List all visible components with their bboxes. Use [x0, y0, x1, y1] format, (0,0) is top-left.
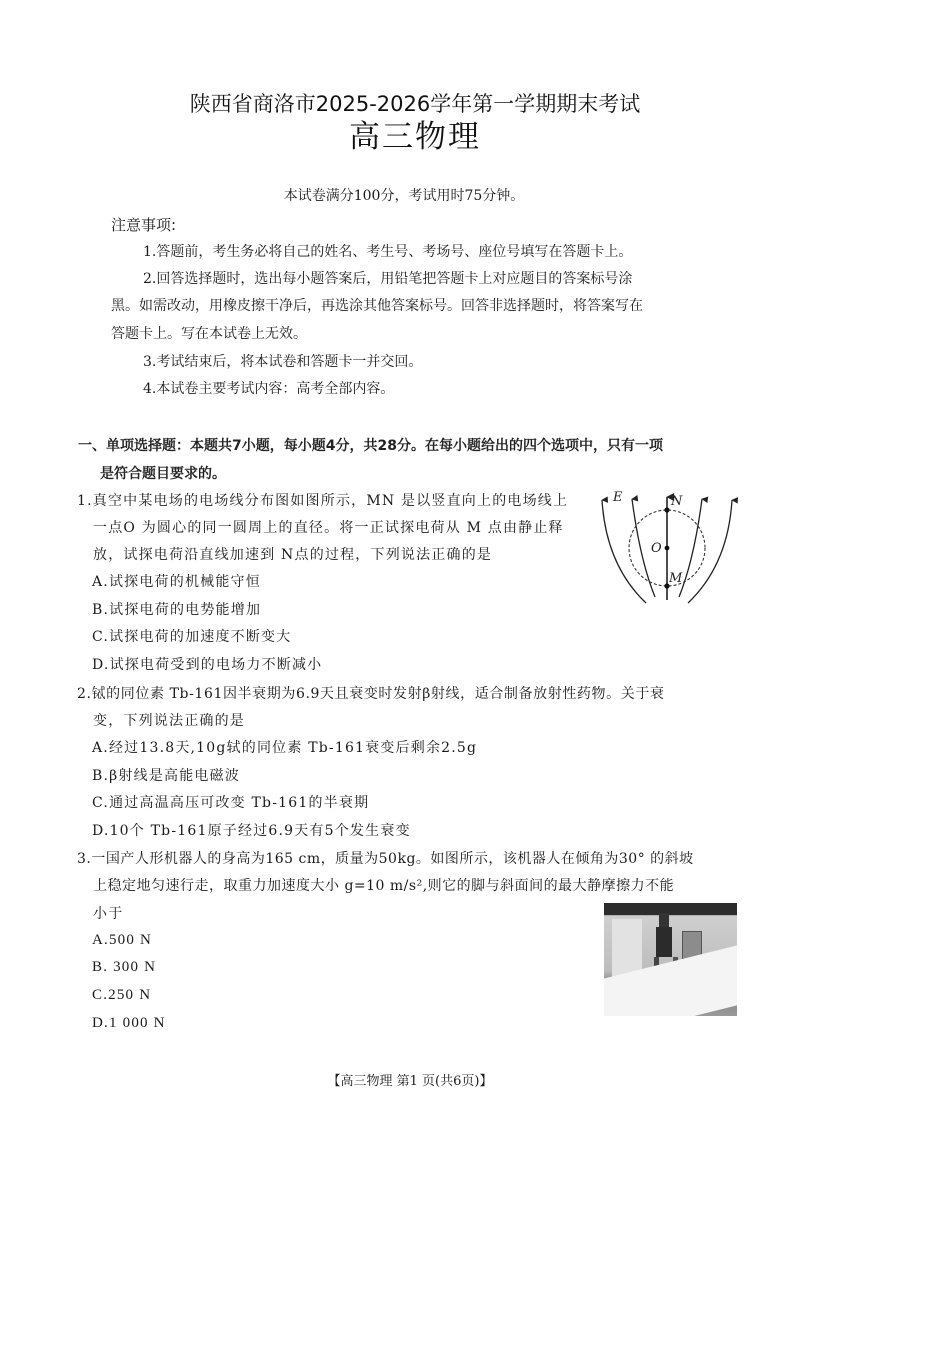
subject-title: 高三物理 — [349, 119, 481, 155]
question-1-option-c: C.试探电荷的加速度不断变大 — [92, 629, 292, 645]
question-2-stem: 变，下列说法正确的是 — [93, 713, 245, 729]
note-item-continued: 黑。如需改动，用橡皮擦干净后，再选涂其他答案标号。回答非选择题时，将答案写在 — [111, 298, 643, 314]
question-3-stem: 小于 — [93, 906, 124, 922]
label-e: E — [613, 490, 623, 505]
question-3-stem: 上稳定地匀速行走，取重力加速度大小 g=10 m/s²,则它的脚与斜面间的最大静摩擦力不能 — [93, 878, 675, 894]
question-3-stem: 3.一国产人形机器人的身高为165 cm，质量为50kg。如图所示，该机器人在倾角为30° 的斜坡 — [77, 851, 694, 867]
note-item: 1.答题前，考生务必将自己的姓名、考生号、考场号、座位号填写在答题卡上。 — [143, 244, 633, 260]
question-1-option-b: B.试探电荷的电势能增加 — [92, 602, 262, 618]
note-item: 2.回答选择题时，选出每小题答案后，用铅笔把答题卡上对应题目的答案标号涂 — [143, 271, 633, 287]
question-1-stem: 1.真空中某电场的电场线分布图如图所示，MN 是以竖直向上的电场线上 — [77, 493, 569, 509]
label-o: O — [651, 541, 662, 556]
note-item-continued: 答题卡上。写在本试卷上无效。 — [111, 326, 307, 342]
question-3-option-b: B. 300 N — [92, 959, 157, 975]
section-heading-continued: 是符合题目要求的。 — [100, 466, 226, 482]
section-heading: 一、单项选择题：本题共7小题，每小题4分，共28分。在每小题给出的四个选项中，只有一项 — [78, 438, 663, 454]
question-2-option-a: A.经过13.8天,10g轼的同位素 Tb-161衰变后剩余2.5g — [92, 740, 478, 756]
question-2-option-d: D.10个 Tb-161原子经过6.9天有5个发生衰变 — [92, 823, 411, 839]
question-1-option-a: A.试探电荷的机械能守恒 — [92, 574, 261, 590]
question-2-option-b: B.β射线是高能电磁波 — [92, 768, 241, 784]
electric-field-diagram — [595, 485, 745, 610]
label-n: N — [671, 494, 683, 509]
notes-title: 注意事项: — [111, 216, 177, 234]
note-item: 4.本试卷主要考试内容：高考全部内容。 — [143, 381, 395, 397]
question-3-option-c: C.250 N — [92, 987, 152, 1003]
question-3-option-d: D.1 000 N — [92, 1015, 166, 1031]
question-1-stem: 一点O 为圆心的同一圆周上的直径。将一正试探电荷从 M 点由静止释 — [93, 520, 564, 536]
exam-title: 陕西省商洛市2025-2026学年第一学期期末考试 — [189, 92, 641, 116]
question-2-option-c: C.通过高温高压可改变 Tb-161的半衰期 — [92, 795, 370, 811]
label-m: M — [669, 571, 683, 586]
question-1-stem: 放，试探电荷沿直线加速到 N点的过程，下列说法正确的是 — [93, 547, 493, 563]
question-3-option-a: A.500 N — [92, 932, 153, 948]
note-item: 3.考试结束后，将本试卷和答题卡一并交回。 — [143, 354, 423, 370]
page-footer: 【高三物理 第1 页(共6页)】 — [327, 1074, 493, 1089]
robot-on-slope-photo — [604, 903, 737, 1016]
question-1-option-d: D.试探电荷受到的电场力不断减小 — [92, 657, 323, 673]
question-2-stem: 2.铽的同位素 Tb-161因半衰期为6.9天且衰变时发射β射线，适合制备放射性药物。关于衰 — [77, 686, 665, 702]
exam-info: 本试卷满分100分，考试用时75分钟。 — [283, 188, 525, 204]
